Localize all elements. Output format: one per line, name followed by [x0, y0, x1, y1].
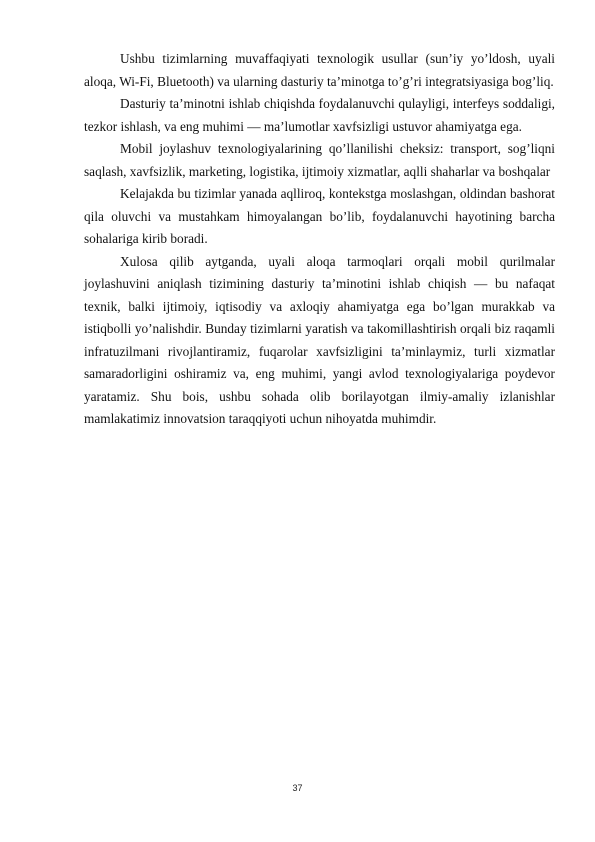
- paragraph-3: Mobil joylashuv texnologiyalarining qo’llanilishi cheksiz: transport, sog’liqni saqlash, xavfsizlik, marketing, logistika, ijtimoiy xizmatlar, aqlli shaharlar va boshqalar: [84, 141, 555, 179]
- paragraph-1: Ushbu tizimlarning muvaffaqiyati texnologik usullar (sun’iy yo’ldosh, uyali aloqa, Wi-Fi, Bluetooth) va ularning dasturiy ta’minotga to’g’ri integratsiyasiga bog’liq.: [84, 51, 555, 89]
- paragraph-4: Kelajakda bu tizimlar yanada aqlliroq, kontekstga moslashgan, oldindan bashorat qila oluvchi va mustahkam himoyalangan bo’lib, foydalanuvchi hayotining barcha sohalariga kirib boradi.: [84, 186, 555, 246]
- body-text: [84, 48, 555, 431]
- paragraph-2: Dasturiy ta’minotni ishlab chiqishda foydalanuvchi qulayligi, interfeys soddaligi, tezkor ishlash, va eng muhimi — ma’lumotlar xavfsizligi ustuvor ahamiyatga ega.: [84, 96, 555, 134]
- page-number: 37: [292, 783, 303, 793]
- paragraph-5: Xulosa qilib aytganda, uyali aloqa tarmoqlari orqali mobil qurilmalar joylashuvini aniqlash tizimining dasturiy ta’minotini ishlab chiqish — bu nafaqat texnik, balki ijtimoiy, iqtisodiy va axloqiy ahamiyatga ega bo’lgan murakkab va istiqbolli yo’nalishdir. Bunday tizimlarni yaratish va takomillashtirish orqali biz raqamli infratuzilmani rivojlantiramiz, fuqarolar xavfsizligini ta’minlaymiz, turli xizmatlar samaradorligini oshiramiz va, eng muhimi, yangi avlod texnologiyalariga poydevor yaratamiz. Shu bois, ushbu sohada olib borilayotgan ilmiy-amaliy izlanishlar mamlakatimiz innovatsion taraqqiyoti uchun nihoyatda muhimdir.: [84, 253, 555, 426]
